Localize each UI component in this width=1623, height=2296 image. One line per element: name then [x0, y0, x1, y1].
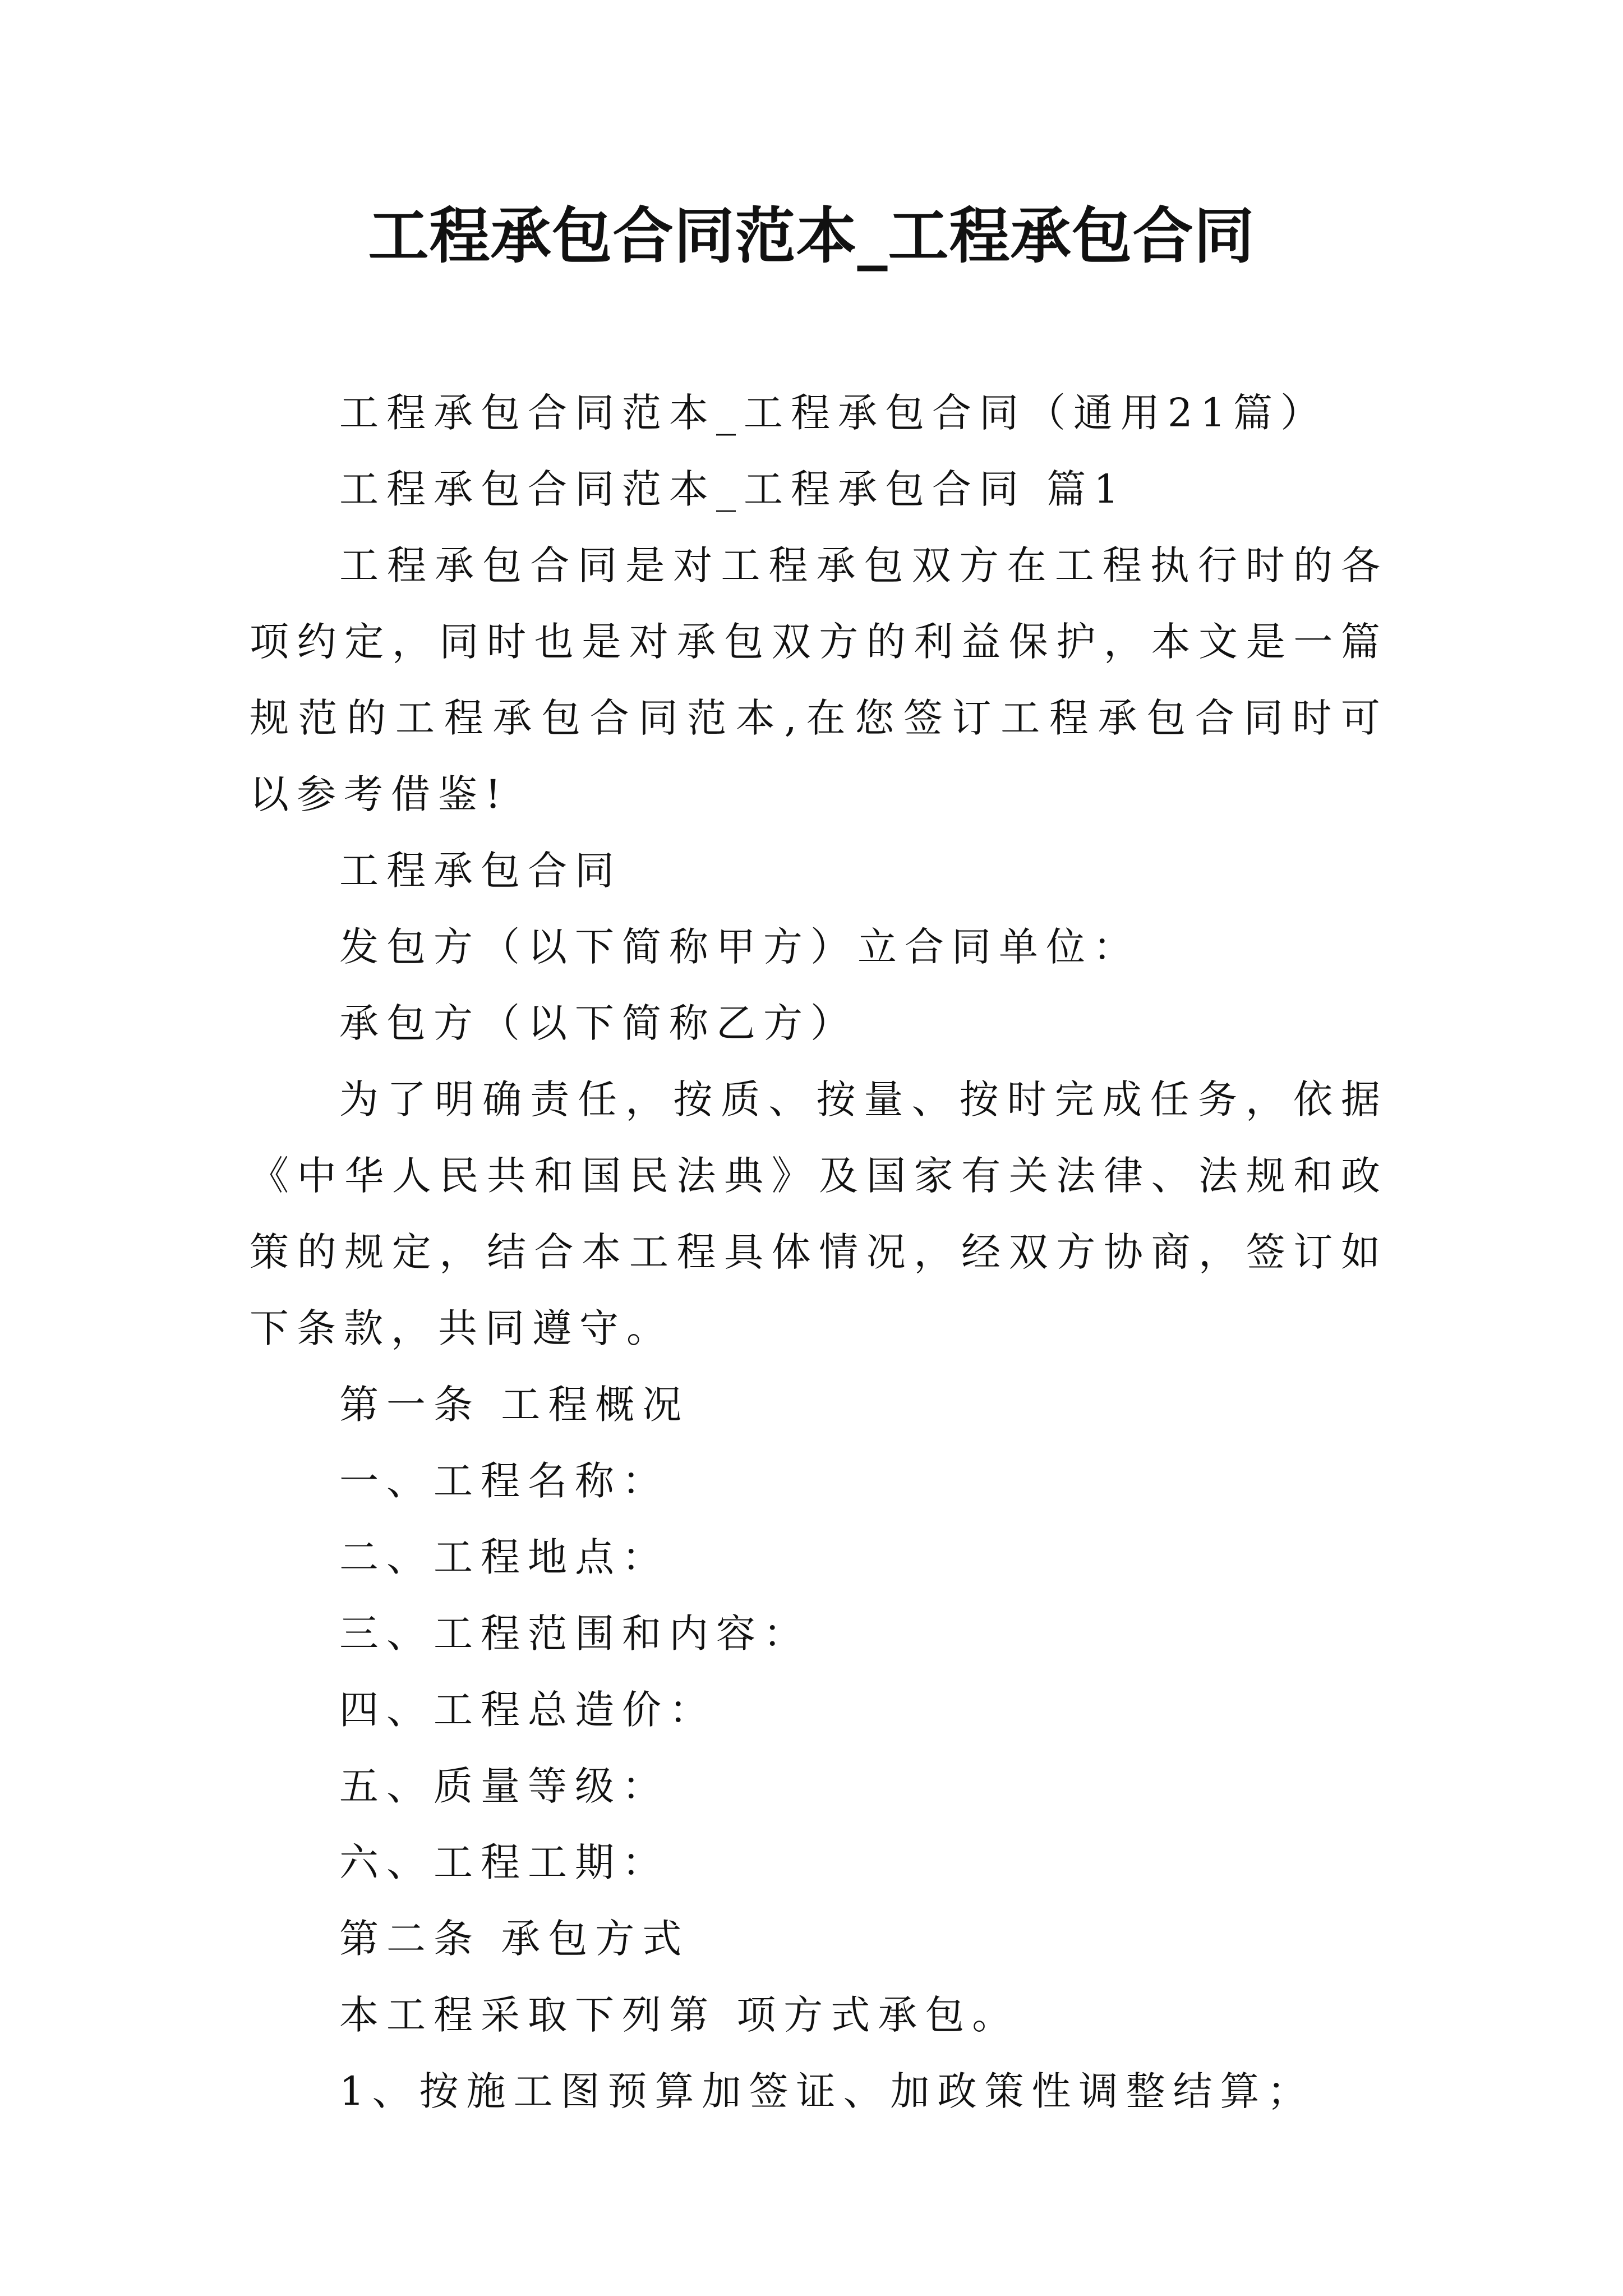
paragraph-party-b: 承包方（以下简称乙方）: [339, 1000, 857, 1046]
paragraph-method-1: 1、按施工图预算加签证、加政策性调整结算；: [339, 2068, 1315, 2114]
document-title: 工程承包合同范本_工程承包合同: [368, 201, 1255, 272]
paragraph-item-2: 二、工程地点：: [339, 1534, 669, 1580]
paragraph-item-4: 四、工程总造价：: [339, 1687, 716, 1733]
paragraph-contract-name: 工程承包合同: [339, 848, 622, 894]
paragraph-article-1: 第一条 工程概况: [339, 1382, 690, 1428]
document-body: [250, 375, 1388, 2129]
paragraph-item-5: 五、质量等级：: [339, 1763, 669, 1809]
paragraph-preamble: 为了明确责任，按质、按量、按时完成任务，依据《中华人民共和国民法典》及国家有关法律、法规和政策的规定，结合本工程具体情况，经双方协商，签订如下条款，共同遵守。: [250, 1076, 1388, 1351]
paragraph-method: 本工程采取下列第 项方式承包。: [339, 1992, 1020, 2038]
paragraph-item-3: 三、工程范围和内容：: [339, 1611, 810, 1657]
paragraph-article-2: 第二条 承包方式: [339, 1916, 690, 1962]
paragraph-item-6: 六、工程工期：: [339, 1839, 669, 1885]
paragraph-section-heading: 工程承包合同范本_工程承包合同 篇1: [339, 466, 1127, 512]
paragraph-subtitle: 工程承包合同范本_工程承包合同（通用21篇）: [339, 390, 1328, 436]
paragraph-party-a: 发包方（以下简称甲方）立合同单位：: [339, 924, 1140, 970]
paragraph-item-1: 一、工程名称：: [339, 1458, 669, 1504]
paragraph-intro: 工程承包合同是对工程承包双方在工程执行时的各项约定，同时也是对承包双方的利益保护，本文是一篇规范的工程承包合同范本,在您签订工程承包合同时可以参考借鉴!: [250, 542, 1388, 817]
